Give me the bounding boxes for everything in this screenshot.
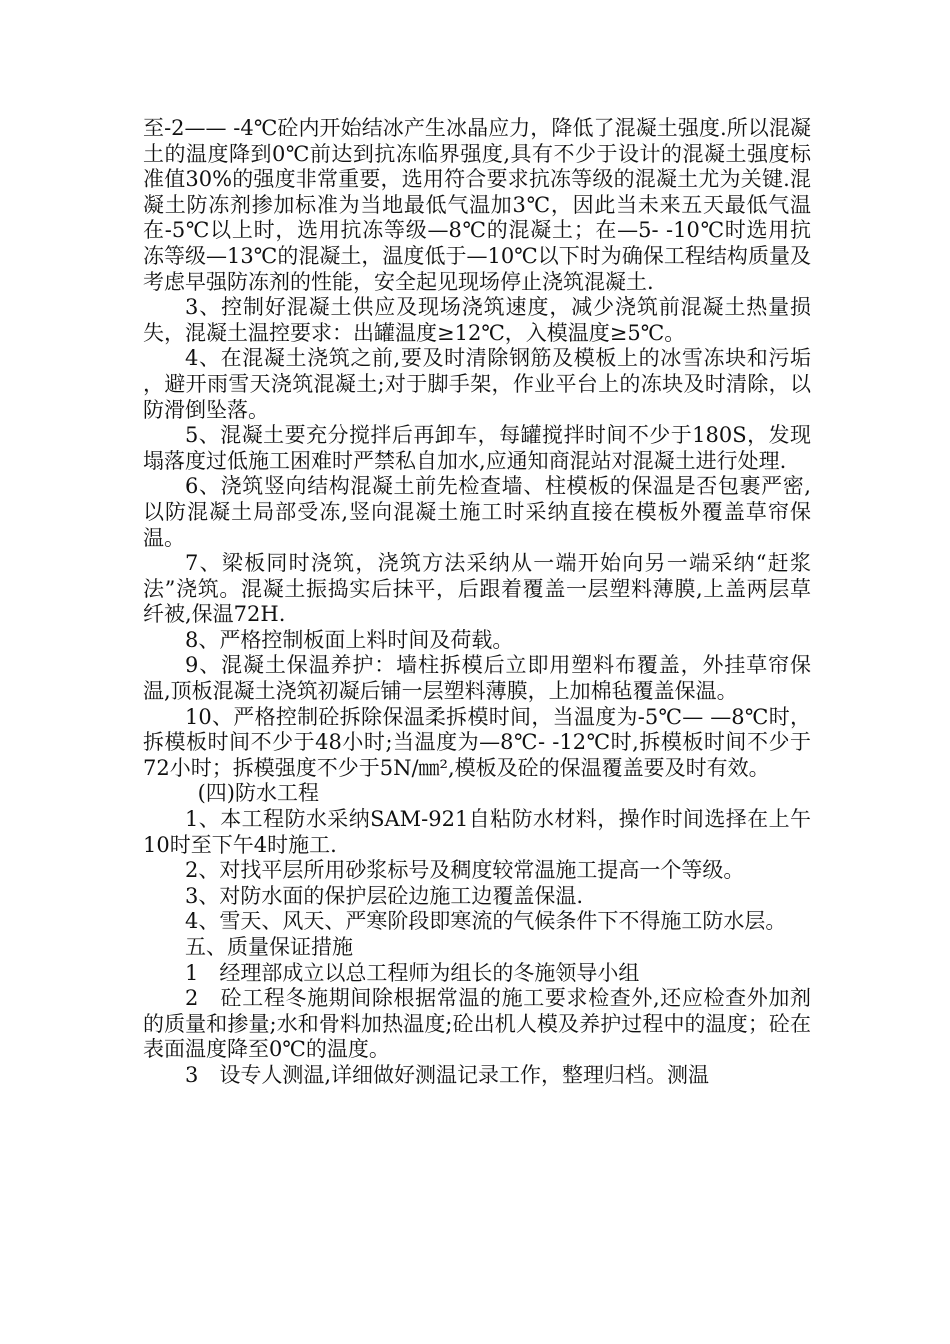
paragraph-quality-item-2: 2 砼工程冬施期间除根据常温的施工要求检查外,还应检查外加剂的质量和掺量;水和骨料加热温度;砼出机人模及养护过程中的温度；砼在表面温度降至0℃的温度。 [143, 986, 811, 1062]
paragraph-item-4-clear-ice: 4、在混凝土浇筑之前,要及时清除钢筋及模板上的冰雪冻块和污垢 ，避开雨雪天浇筑混凝土;对于脚手架，作业平台上的冻块及时清除，以防滑倒坠落。 [143, 346, 811, 422]
paragraph-quality-item-3: 3 设专人测温,详细做好测温记录工作，整理归档。测温 [185, 1062, 710, 1087]
paragraph-item-5-mixing: 5、混凝土要充分搅拌后再卸车，每罐搅拌时间不少于180S，发现塌落度过低施工困难时严禁私自加水,应通知商混站对混凝土进行处理. [143, 423, 811, 473]
paragraph-quality-item-1: 1 经理部成立以总工程师为组长的冬施领导小组 [185, 960, 640, 985]
paragraph-item-6-vertical-structure: 6、浇筑竖向结构混凝土前先检查墙、柱模板的保温是否包裹严密,以防混凝土局部受冻,竖向混凝土施工时采纳直接在模板外覆盖草帘保温。 [143, 474, 811, 550]
section-heading-quality-assurance: 五、质量保证措施 [185, 935, 353, 959]
paragraph-item-3-supply-speed: 3、控制好混凝土供应及现场浇筑速度，减少浇筑前混凝土热量损失，混凝土温控要求：出罐温度≥12℃，入模温度≥5℃。 [143, 295, 811, 345]
paragraph-item-7-beam-slab: 7、梁板同时浇筑，浇筑方法采纳从一端开始向另一端采纳“赶浆法”浇筑。混凝土振捣实后抹平，后跟着覆盖一层塑料薄膜,上盖两层草纤被,保温72H. [143, 551, 811, 627]
section-heading-waterproofing: (四)防水工程 [197, 781, 319, 806]
paragraph-item-9-curing: 9、混凝土保温养护：墙柱拆模后立即用塑料布覆盖，外挂草帘保温,顶板混凝土浇筑初凝后铺一层塑料薄膜，上加棉毡覆盖保温。 [143, 653, 811, 704]
paragraph-concrete-frost-intro: 至-2—— -4℃砼内开始结冰产生冰晶应力，降低了混凝土强度.所以混凝土的温度降到0℃前达到抗冻临界强度,具有不少于设计的混凝土强度标准值30%的强度非常重要，选用符合要求抗冻等级的混凝土尤为关键.混凝土防冻剂掺加标准为当地最低气温加3℃，因此当未来五天最低气温在-5℃以上时，选用抗冻等级—8℃的混凝土；在—5- -10℃时选用抗冻等级—13℃的混凝土，温度低于—10℃以下时为确保工程结构质量及考虑早强防冻剂的性能，安全起见现场停止浇筑混凝土. [143, 116, 811, 294]
paragraph-item-10-formwork-removal: 10、严格控制砼拆除保温柔拆模时间，当温度为-5℃— —8℃时，拆模板时间不少于48小时;当温度为—8℃- -12℃时,拆模板时间不少于72小时；拆模强度不少于5N/㎜²,模板及砼的保温覆盖要及时有效。 [143, 704, 811, 780]
paragraph-waterproof-item-4: 4、雪天、风天、严寒阶段即寒流的气候条件下不得施工防水层。 [185, 909, 787, 934]
paragraph-waterproof-item-3: 3、对防水面的保护层砼边施工边覆盖保温. [185, 883, 584, 908]
paragraph-item-8-load-control: 8、严格控制板面上料时间及荷载。 [185, 627, 514, 652]
document-page [143, 116, 811, 1089]
paragraph-waterproof-item-1: 1、本工程防水采纳SAM-921自粘防水材料，操作时间选择在上午10时至下午4时施工. [143, 807, 811, 857]
paragraph-waterproof-item-2: 2、对找平层所用砂浆标号及稠度较常温施工提高一个等级。 [185, 858, 745, 883]
